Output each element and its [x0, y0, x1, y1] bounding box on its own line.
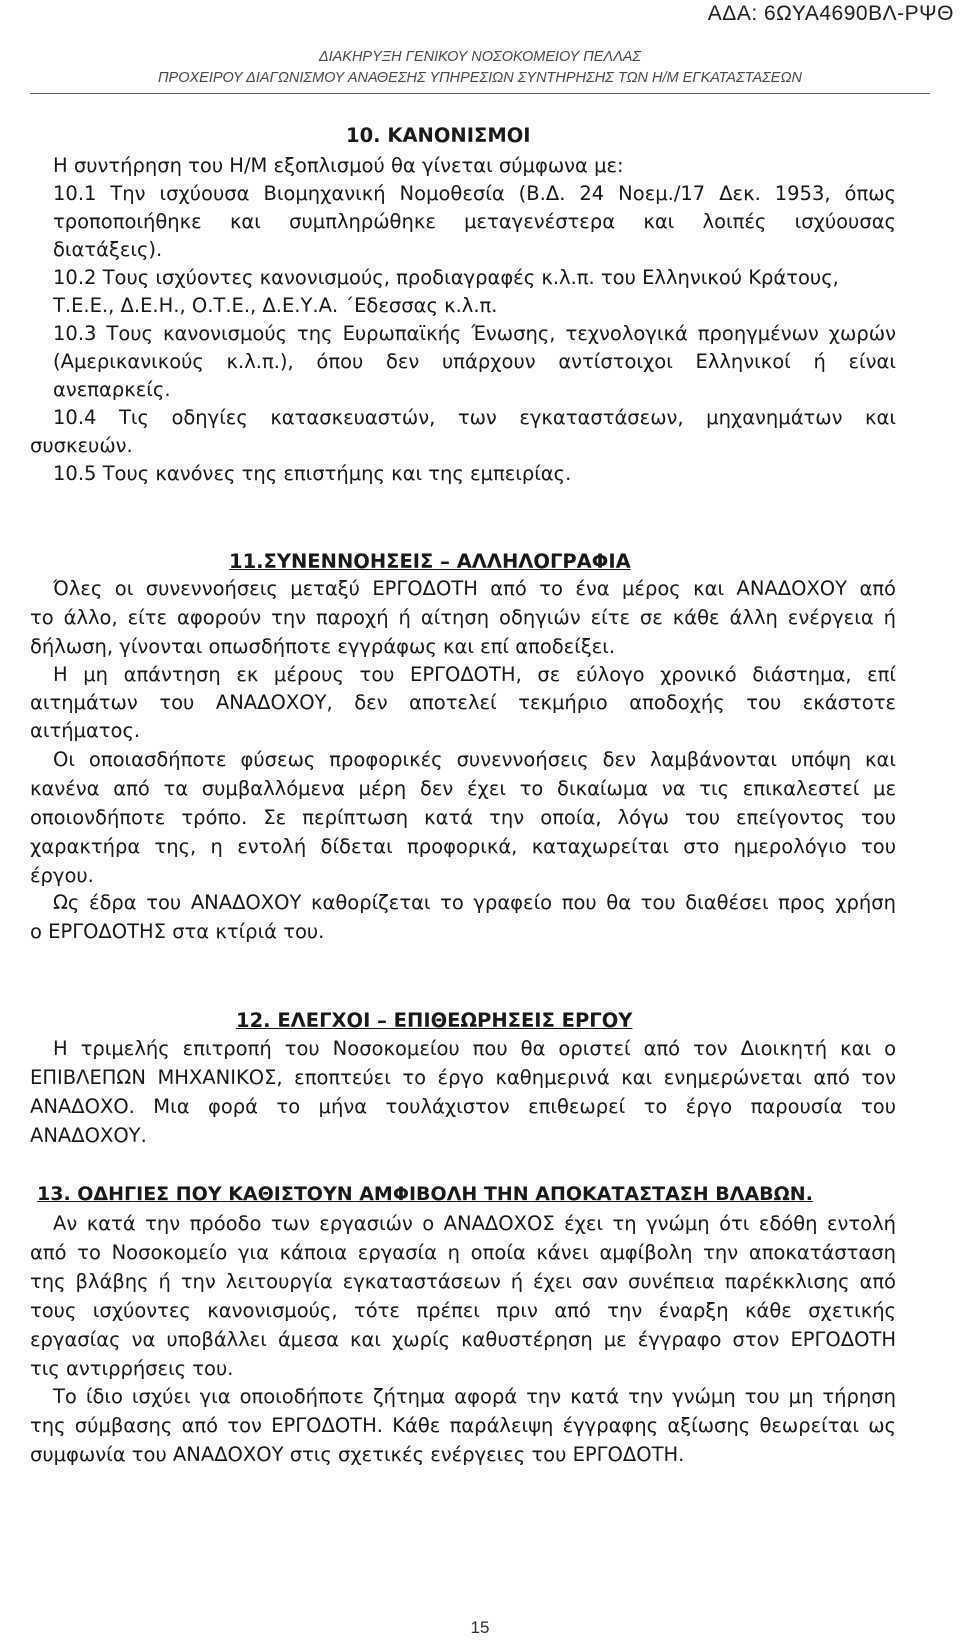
- page-number: 15: [470, 1618, 490, 1637]
- paragraph-line: της βλάβης ή την λειτουργία εγκαταστάσεων ή έχει σαν συνέπεια παρέκκλισης από: [30, 1270, 896, 1293]
- paragraph-line: δήλωση, γίνονται οπωσδήποτε εγγράφως και επί αποδείξει.: [30, 635, 616, 658]
- section-11-title: 11.ΣΥΝΕΝΝΟΗΣΕΙΣ – ΑΛΛΗΛΟΓΡΑΦΙΑ: [229, 550, 631, 573]
- paragraph-line: από το Νοσοκομείο για κάποια εργασία η οποία κάνει αμφίβολη την αποκατάσταση: [30, 1241, 896, 1264]
- paragraph-line: τους ισχύοντες κανονισμούς, τότε πρέπει πριν από την έναρξη κάθε σχετικής: [30, 1299, 896, 1322]
- paragraph-line: τις αντιρρήσεις του.: [30, 1357, 234, 1380]
- paragraph-line: το άλλο, είτε αφορούν την παροχή ή αίτηση οδηγιών είτε σε κάθε άλλη ενέργεια ή: [30, 606, 896, 629]
- paragraph-line: Όλες οι συνεννοήσεις μεταξύ ΕΡΓΟΔΟΤΗ από το ένα μέρος και ΑΝΑΔΟΧΟΥ από: [53, 577, 896, 600]
- paragraph-line: διατάξεις).: [53, 238, 163, 261]
- paragraph-line: έργου.: [30, 864, 94, 887]
- ada-code: ΑΔΑ: 6ΩΥΑ4690ΒΛ-ΡΨΘ: [707, 2, 954, 25]
- header-divider: [30, 93, 930, 94]
- paragraph-line: κανένα από τα συμβαλλόμενα μέρη δεν έχει το δικαίωμα να τις επικαλεστεί με: [30, 777, 896, 800]
- paragraph-line: συσκευών.: [30, 434, 133, 457]
- paragraph-line: Τ.Ε.Ε., Δ.Ε.Η., Ο.Τ.Ε., Δ.Ε.Υ.Α. ΄Εδεσσας κ.λ.π.: [53, 294, 498, 317]
- paragraph-line: ΑΝΑΔΟΧΟΥ.: [30, 1124, 147, 1147]
- paragraph-line: εργασίας να υποβάλλει άμεσα και χωρίς καθυστέρηση με έγγραφο στον ΕΡΓΟΔΟΤΗ: [30, 1328, 896, 1351]
- paragraph-line: της σύμβασης από τον ΕΡΓΟΔΟΤΗ. Κάθε παράλειψη έγγραφης αξίωσης θεωρείται ως: [30, 1414, 896, 1437]
- paragraph-line: ΑΝΑΔΟΧΟ. Μια φορά το μήνα τουλάχιστον επιθεωρεί το έργο παρουσία του: [30, 1095, 896, 1118]
- paragraph-line: Το ίδιο ισχύει για οποιοδήποτε ζήτημα αφορά την κατά την γνώμη του μη τήρηση: [53, 1385, 896, 1408]
- paragraph-line: ο ΕΡΓΟΔΟΤΗΣ στα κτίριά του.: [30, 920, 325, 943]
- header-line-2: ΠΡΟΧΕΙΡΟΥ ΔΙΑΓΩΝΙΣΜΟΥ ΑΝΑΘΕΣΗΣ ΥΠΗΡΕΣΙΩΝ ΣΥΝΤΗΡΗΣΗΣ ΤΩΝ Η/Μ ΕΓΚΑΤΑΣΤΑΣΕΩΝ: [158, 70, 802, 86]
- paragraph-line: Αν κατά την πρόοδο των εργασιών ο ΑΝΑΔΟΧΟΣ έχει τη γνώμη ότι εδόθη εντολή: [53, 1212, 896, 1235]
- paragraph-line: Η τριμελής επιτροπή του Νοσοκομείου που θα οριστεί από τον Διοικητή και ο: [53, 1037, 896, 1060]
- paragraph-line: 10.1 Την ισχύουσα Βιομηχανική Νομοθεσία (Β.Δ. 24 Νοεμ./17 Δεκ. 1953, όπως: [53, 182, 896, 205]
- paragraph-line: ΕΠΙΒΛΕΠΩΝ ΜΗΧΑΝΙΚΟΣ, εποπτεύει το έργο καθημερινά και ενημερώνεται από τον: [30, 1066, 896, 1089]
- paragraph-line: 10.2 Τους ισχύοντες κανονισμούς, προδιαγραφές κ.λ.π. του Ελληνικού Κράτους,: [53, 266, 839, 289]
- paragraph-line: συμφωνία του ΑΝΑΔΟΧΟΥ στις σχετικές ενέργειες του ΕΡΓΟΔΟΤΗ.: [30, 1443, 685, 1466]
- section-10-title: 10. ΚΑΝΟΝΙΣΜΟΙ: [346, 124, 531, 147]
- paragraph-line: Ως έδρα του ΑΝΑΔΟΧΟΥ καθορίζεται το γραφείο που θα του διαθέσει προς χρήση: [53, 891, 896, 914]
- paragraph-line: 10.5 Τους κανόνες της επιστήμης και της εμπειρίας.: [53, 462, 572, 485]
- paragraph-line: 10.3 Τους κανονισμούς της Ευρωπαϊκής Ένωσης, τεχνολογικά προηγμένων χωρών: [53, 322, 896, 345]
- paragraph-line: οποιονδήποτε τρόπο. Σε περίπτωση κατά την οποία, λόγω του επείγοντος του: [30, 806, 896, 829]
- paragraph-line: τροποποιήθηκε και συμπληρώθηκε μεταγενέστερα και λοιπές ισχύουσας: [53, 210, 896, 233]
- paragraph-line: 10.4 Τις οδηγίες κατασκευαστών, των εγκαταστάσεων, μηχανημάτων και: [53, 406, 896, 429]
- paragraph-line: (Αμερικανικούς κ.λ.π.), όπου δεν υπάρχουν αντίστοιχοι Ελληνικοί ή είναι: [53, 350, 896, 373]
- paragraph-line: ανεπαρκείς.: [53, 378, 171, 401]
- section-12-title: 12. ΕΛΕΓΧΟΙ – ΕΠΙΘΕΩΡΗΣΕΙΣ ΕΡΓΟΥ: [236, 1009, 633, 1032]
- paragraph-line: Οι οποιασδήποτε φύσεως προφορικές συνεννοήσεις δεν λαμβάνονται υπόψη και: [53, 748, 896, 771]
- section-13-title: 13. ΟΔΗΓΙΕΣ ΠΟΥ ΚΑΘΙΣΤΟΥΝ ΑΜΦΙΒΟΛΗ ΤΗΝ ΑΠΟΚΑΤΑΣΤΑΣΗ ΒΛΑΒΩΝ.: [37, 1183, 813, 1205]
- paragraph-line: αιτήματος.: [30, 719, 141, 742]
- header-line-1: ΔΙΑΚΗΡΥΞΗ ΓΕΝΙΚΟΥ ΝΟΣΟΚΟΜΕΙΟΥ ΠΕΛΛΑΣ: [318, 49, 642, 65]
- paragraph-line: Η μη απάντηση εκ μέρους του ΕΡΓΟΔΟΤΗ, σε εύλογο χρονικό διάστημα, επί: [53, 663, 896, 686]
- paragraph-line: Η συντήρηση του Η/Μ εξοπλισμού θα γίνεται σύμφωνα με:: [53, 154, 624, 177]
- paragraph-line: αιτημάτων του ΑΝΑΔΟΧΟΥ, δεν αποτελεί τεκμήριο αποδοχής του εκάστοτε: [30, 691, 896, 714]
- paragraph-line: χαρακτήρα της, η εντολή δίδεται προφορικά, καταχωρείται στο ημερολόγιο του: [30, 835, 896, 858]
